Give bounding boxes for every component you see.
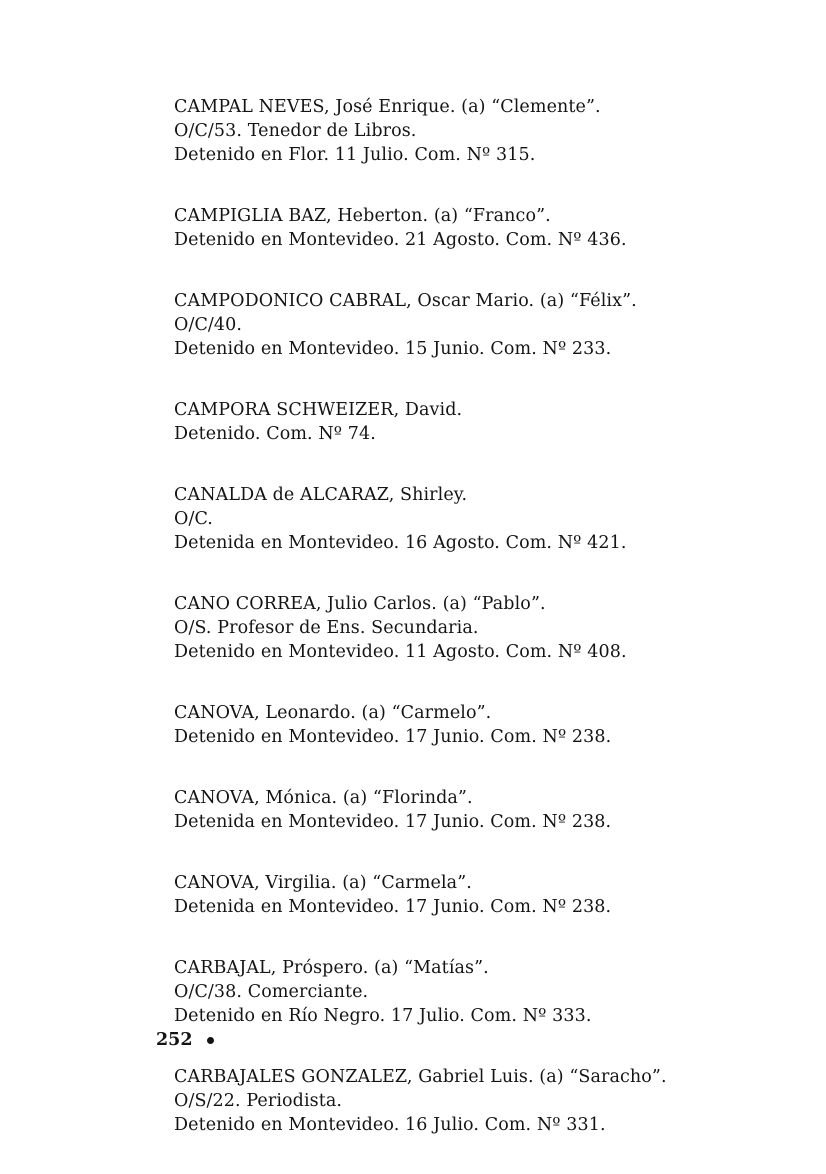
entry-name-line: CANO CORREA, Julio Carlos. (a) “Pablo”. xyxy=(174,594,546,614)
entry-list xyxy=(174,95,794,1174)
entry-name-line: CANOVA, Leonardo. (a) “Carmelo”. xyxy=(174,703,492,723)
entry-detention-line: Detenido en Flor. 11 Julio. Com. Nº 315. xyxy=(174,145,536,165)
entry-detention-line: Detenido en Montevideo. 11 Agosto. Com. Nº 408. xyxy=(174,642,627,662)
entry-canalda-de-alcaraz xyxy=(174,483,794,555)
entry-name-line: CAMPIGLIA BAZ, Heberton. (a) “Franco”. xyxy=(174,206,551,226)
entry-detention-line: Detenido en Montevideo. 15 Junio. Com. Nº 233. xyxy=(174,339,612,359)
entry-detention-line: Detenida en Montevideo. 17 Junio. Com. Nº 238. xyxy=(174,897,612,917)
entry-detail-line: O/C. xyxy=(174,509,213,529)
entry-name-line: CANALDA de ALCARAZ, Shirley. xyxy=(174,485,468,505)
page-number: 252 xyxy=(156,1030,193,1050)
entry-detention-line: Detenida en Montevideo. 16 Agosto. Com. Nº 421. xyxy=(174,533,627,553)
page-footer xyxy=(156,1028,214,1052)
entry-canova-virgilia xyxy=(174,871,794,919)
entry-carbajal xyxy=(174,956,794,1028)
entry-detention-line: Detenido en Montevideo. 17 Junio. Com. Nº 238. xyxy=(174,727,612,747)
entry-campiglia-baz xyxy=(174,204,794,252)
entry-canova-monica xyxy=(174,786,794,834)
entry-name-line: CAMPODONICO CABRAL, Oscar Mario. (a) “Félix”. xyxy=(174,291,637,311)
entry-detention-line: Detenido en Montevideo. 21 Agosto. Com. Nº 436. xyxy=(174,230,627,250)
entry-name-line: CAMPAL NEVES, José Enrique. (a) “Clemente”. xyxy=(174,97,601,117)
entry-detail-line: O/C/38. Comerciante. xyxy=(174,982,369,1002)
entry-name-line: CARBAJAL, Próspero. (a) “Matías”. xyxy=(174,958,489,978)
bullet-icon xyxy=(207,1037,214,1044)
entry-name-line: CANOVA, Virgilia. (a) “Carmela”. xyxy=(174,873,472,893)
entry-canova-leonardo xyxy=(174,701,794,749)
entry-campora-schweizer xyxy=(174,398,794,446)
entry-campodonico-cabral xyxy=(174,289,794,361)
entry-detention-line: Detenido. Com. Nº 74. xyxy=(174,424,376,444)
entry-detention-line: Detenida en Montevideo. 17 Junio. Com. Nº 238. xyxy=(174,812,612,832)
entry-name-line: CANOVA, Mónica. (a) “Florinda”. xyxy=(174,788,473,808)
entry-detail-line: O/S/22. Periodista. xyxy=(174,1091,343,1111)
entry-name-line: CAMPORA SCHWEIZER, David. xyxy=(174,400,463,420)
entry-campal-neves xyxy=(174,95,794,167)
entry-cano-correa xyxy=(174,592,794,664)
entry-detail-line: O/C/40. xyxy=(174,315,243,335)
entry-detention-line: Detenido en Río Negro. 17 Julio. Com. Nº 333. xyxy=(174,1006,592,1026)
entry-detail-line: O/C/53. Tenedor de Libros. xyxy=(174,121,417,141)
entry-detail-line: O/S. Profesor de Ens. Secundaria. xyxy=(174,618,479,638)
entry-carbajales-gonzalez xyxy=(174,1065,794,1137)
entry-name-line: CARBAJALES GONZALEZ, Gabriel Luis. (a) “Saracho”. xyxy=(174,1067,667,1087)
entry-detention-line: Detenido en Montevideo. 16 Julio. Com. Nº 331. xyxy=(174,1115,606,1135)
